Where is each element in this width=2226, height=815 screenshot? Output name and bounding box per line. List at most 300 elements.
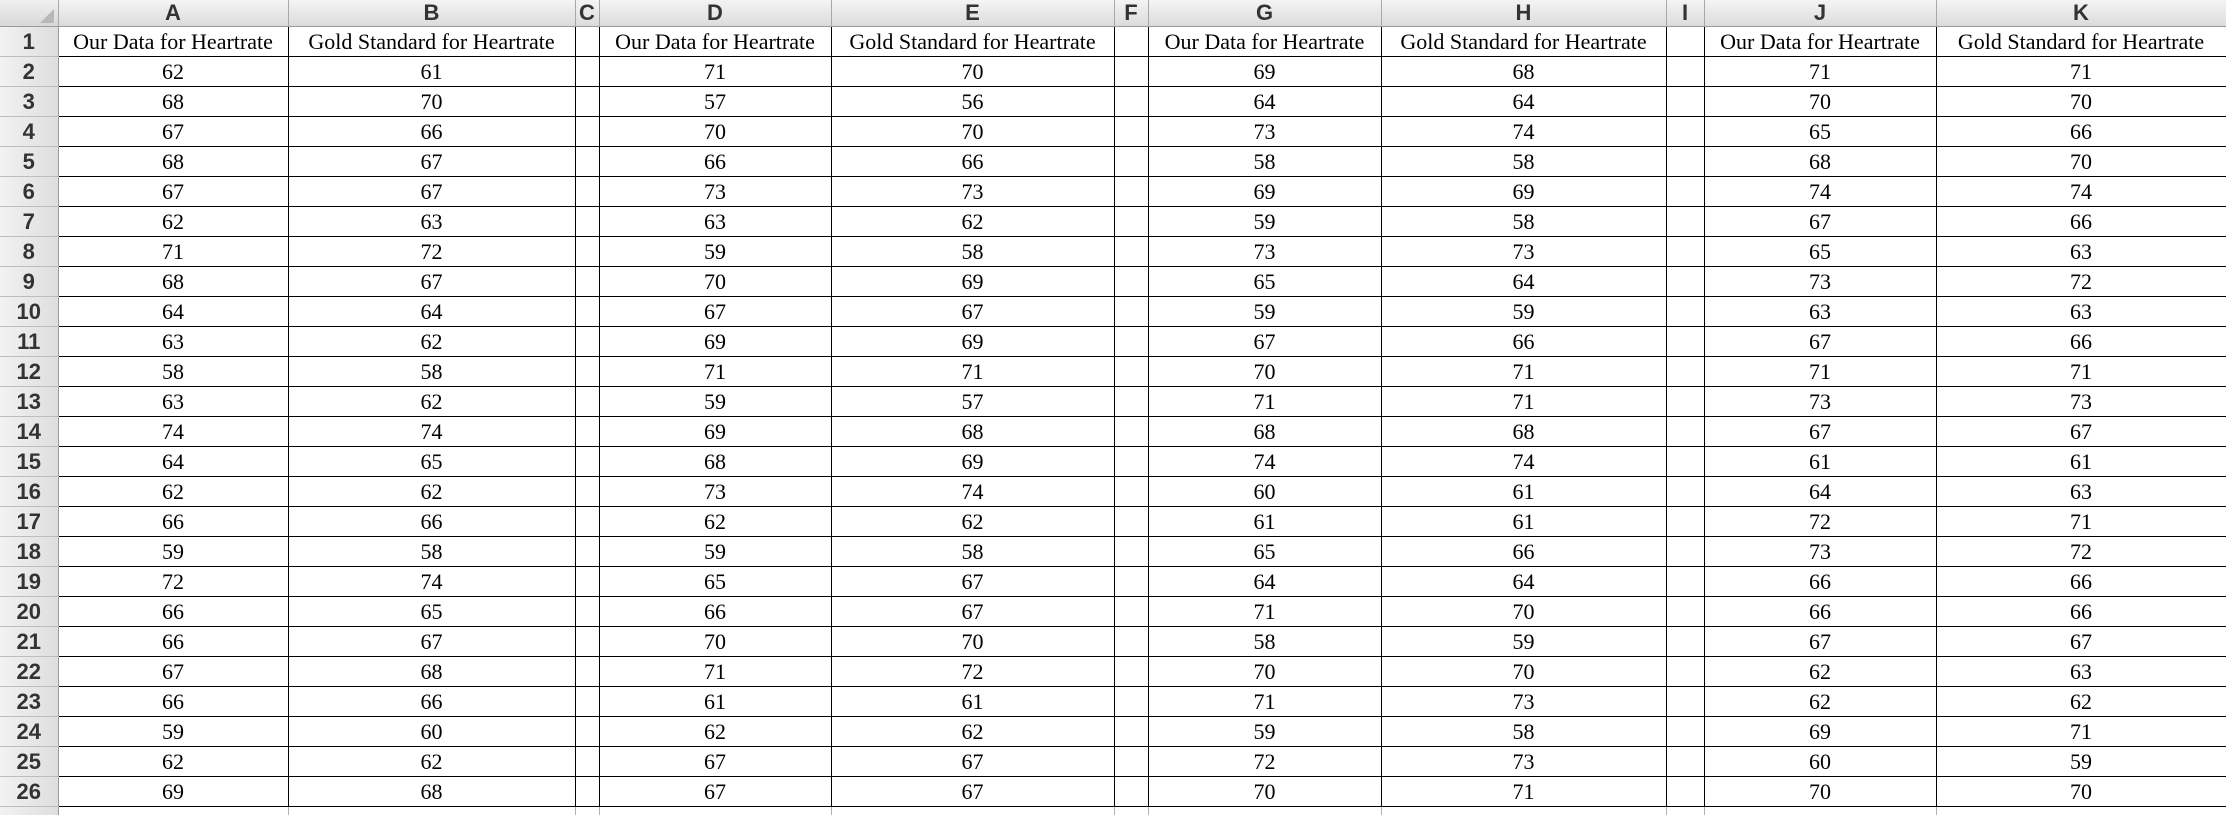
cell-a23[interactable]: 66 [58,687,288,717]
cell-e13[interactable]: 57 [831,387,1114,417]
cell-b24[interactable]: 60 [288,717,575,747]
cell-d26[interactable]: 67 [599,777,831,807]
empty-cell[interactable] [1666,147,1704,177]
empty-cell[interactable] [1114,297,1148,327]
cell-j11[interactable]: 67 [1704,327,1936,357]
cell-a1[interactable]: Our Data for Heartrate [58,27,288,57]
cell-d25[interactable]: 67 [599,747,831,777]
cell-d12[interactable]: 71 [599,357,831,387]
empty-cell[interactable] [575,357,599,387]
cell-k18[interactable]: 72 [1936,537,2226,567]
empty-cell[interactable] [1114,417,1148,447]
empty-cell[interactable] [575,687,599,717]
empty-cell[interactable] [575,387,599,417]
cell-k6[interactable]: 74 [1936,177,2226,207]
empty-cell[interactable] [1666,117,1704,147]
cell-a18[interactable]: 59 [58,537,288,567]
cell-j6[interactable]: 74 [1704,177,1936,207]
cell-g19[interactable]: 64 [1148,567,1381,597]
cell-e25[interactable]: 67 [831,747,1114,777]
cell-k15[interactable]: 61 [1936,447,2226,477]
empty-cell[interactable] [1114,177,1148,207]
cell-a21[interactable]: 66 [58,627,288,657]
cell-e2[interactable]: 70 [831,57,1114,87]
cell-d17[interactable]: 62 [599,507,831,537]
empty-cell[interactable] [599,807,831,815]
cell-h16[interactable]: 61 [1381,477,1666,507]
empty-cell[interactable] [1704,807,1936,815]
cell-b25[interactable]: 62 [288,747,575,777]
cell-h15[interactable]: 74 [1381,447,1666,477]
cell-a12[interactable]: 58 [58,357,288,387]
empty-cell[interactable] [1114,507,1148,537]
empty-cell[interactable] [1666,717,1704,747]
cell-j4[interactable]: 65 [1704,117,1936,147]
cell-d19[interactable]: 65 [599,567,831,597]
cell-b7[interactable]: 63 [288,207,575,237]
empty-cell[interactable] [1114,807,1148,815]
empty-cell[interactable] [1114,537,1148,567]
empty-cell[interactable] [575,717,599,747]
cell-h6[interactable]: 69 [1381,177,1666,207]
empty-cell[interactable] [575,417,599,447]
cell-j24[interactable]: 69 [1704,717,1936,747]
cell-d23[interactable]: 61 [599,687,831,717]
cell-e1[interactable]: Gold Standard for Heartrate [831,27,1114,57]
cell-d4[interactable]: 70 [599,117,831,147]
cell-k8[interactable]: 63 [1936,237,2226,267]
row-header[interactable]: 9 [0,267,58,297]
cell-a10[interactable]: 64 [58,297,288,327]
cell-k3[interactable]: 70 [1936,87,2226,117]
cell-g6[interactable]: 69 [1148,177,1381,207]
cell-e8[interactable]: 58 [831,237,1114,267]
empty-cell[interactable] [1114,117,1148,147]
empty-cell[interactable] [1666,57,1704,87]
cell-d15[interactable]: 68 [599,447,831,477]
empty-cell[interactable] [1666,507,1704,537]
cell-g9[interactable]: 65 [1148,267,1381,297]
empty-cell[interactable] [575,507,599,537]
cell-k22[interactable]: 63 [1936,657,2226,687]
cell-e18[interactable]: 58 [831,537,1114,567]
cell-k10[interactable]: 63 [1936,297,2226,327]
empty-cell[interactable] [1666,807,1704,815]
cell-b2[interactable]: 61 [288,57,575,87]
row-header[interactable]: 25 [0,747,58,777]
row-header[interactable]: 2 [0,57,58,87]
cell-g12[interactable]: 70 [1148,357,1381,387]
empty-cell[interactable] [575,327,599,357]
cell-k26[interactable]: 70 [1936,777,2226,807]
empty-cell[interactable] [1666,177,1704,207]
cell-g15[interactable]: 74 [1148,447,1381,477]
empty-cell[interactable] [575,777,599,807]
empty-cell[interactable] [575,537,599,567]
cell-j7[interactable]: 67 [1704,207,1936,237]
empty-cell[interactable] [1114,357,1148,387]
empty-cell[interactable] [575,87,599,117]
cell-d14[interactable]: 69 [599,417,831,447]
cell-j3[interactable]: 70 [1704,87,1936,117]
cell-g10[interactable]: 59 [1148,297,1381,327]
row-header[interactable]: 17 [0,507,58,537]
cell-d16[interactable]: 73 [599,477,831,507]
cell-h13[interactable]: 71 [1381,387,1666,417]
row-header[interactable]: 11 [0,327,58,357]
cell-a8[interactable]: 71 [58,237,288,267]
cell-g11[interactable]: 67 [1148,327,1381,357]
empty-cell[interactable] [575,237,599,267]
cell-h9[interactable]: 64 [1381,267,1666,297]
cell-g17[interactable]: 61 [1148,507,1381,537]
cell-b11[interactable]: 62 [288,327,575,357]
column-header-i[interactable]: I [1666,0,1704,27]
empty-cell[interactable] [1666,657,1704,687]
cell-j10[interactable]: 63 [1704,297,1936,327]
cell-e15[interactable]: 69 [831,447,1114,477]
empty-cell[interactable] [1148,807,1381,815]
cell-j23[interactable]: 62 [1704,687,1936,717]
cell-a4[interactable]: 67 [58,117,288,147]
cell-k9[interactable]: 72 [1936,267,2226,297]
cell-b3[interactable]: 70 [288,87,575,117]
cell-b16[interactable]: 62 [288,477,575,507]
cell-g18[interactable]: 65 [1148,537,1381,567]
cell-j20[interactable]: 66 [1704,597,1936,627]
cell-g26[interactable]: 70 [1148,777,1381,807]
cell-e17[interactable]: 62 [831,507,1114,537]
cell-g22[interactable]: 70 [1148,657,1381,687]
empty-cell[interactable] [575,807,599,815]
cell-g13[interactable]: 71 [1148,387,1381,417]
cell-h8[interactable]: 73 [1381,237,1666,267]
cell-e3[interactable]: 56 [831,87,1114,117]
empty-cell[interactable] [1114,57,1148,87]
cell-b1[interactable]: Gold Standard for Heartrate [288,27,575,57]
row-header[interactable]: 14 [0,417,58,447]
row-header[interactable]: 21 [0,627,58,657]
empty-cell[interactable] [575,477,599,507]
cell-d13[interactable]: 59 [599,387,831,417]
cell-e22[interactable]: 72 [831,657,1114,687]
empty-cell[interactable] [1666,597,1704,627]
cell-b21[interactable]: 67 [288,627,575,657]
empty-cell[interactable] [575,597,599,627]
cell-e23[interactable]: 61 [831,687,1114,717]
empty-cell[interactable] [1666,267,1704,297]
row-header[interactable]: 4 [0,117,58,147]
empty-cell[interactable] [1114,27,1148,57]
cell-g2[interactable]: 69 [1148,57,1381,87]
cell-k24[interactable]: 71 [1936,717,2226,747]
empty-cell[interactable] [1666,297,1704,327]
cell-k4[interactable]: 66 [1936,117,2226,147]
cell-b9[interactable]: 67 [288,267,575,297]
cell-h17[interactable]: 61 [1381,507,1666,537]
empty-cell[interactable] [575,297,599,327]
cell-e4[interactable]: 70 [831,117,1114,147]
cell-d11[interactable]: 69 [599,327,831,357]
cell-g4[interactable]: 73 [1148,117,1381,147]
cell-k25[interactable]: 59 [1936,747,2226,777]
cell-h22[interactable]: 70 [1381,657,1666,687]
cell-a26[interactable]: 69 [58,777,288,807]
row-header[interactable]: 26 [0,777,58,807]
cell-h7[interactable]: 58 [1381,207,1666,237]
row-header[interactable]: 7 [0,207,58,237]
cell-g3[interactable]: 64 [1148,87,1381,117]
cell-j21[interactable]: 67 [1704,627,1936,657]
empty-cell[interactable] [1114,447,1148,477]
cell-g5[interactable]: 58 [1148,147,1381,177]
empty-cell[interactable] [1114,627,1148,657]
cell-h20[interactable]: 70 [1381,597,1666,627]
empty-cell[interactable] [1114,147,1148,177]
empty-cell[interactable] [1114,717,1148,747]
column-header-e[interactable]: E [831,0,1114,27]
empty-cell[interactable] [575,147,599,177]
empty-cell[interactable] [575,177,599,207]
cell-k11[interactable]: 66 [1936,327,2226,357]
empty-cell[interactable] [1114,687,1148,717]
empty-cell[interactable] [1666,447,1704,477]
cell-a15[interactable]: 64 [58,447,288,477]
cell-h3[interactable]: 64 [1381,87,1666,117]
cell-h21[interactable]: 59 [1381,627,1666,657]
cell-j17[interactable]: 72 [1704,507,1936,537]
row-header[interactable]: 19 [0,567,58,597]
cell-g1[interactable]: Our Data for Heartrate [1148,27,1381,57]
cell-d9[interactable]: 70 [599,267,831,297]
cell-j2[interactable]: 71 [1704,57,1936,87]
column-header-b[interactable]: B [288,0,575,27]
empty-cell[interactable] [831,807,1114,815]
row-header[interactable]: 6 [0,177,58,207]
cell-d21[interactable]: 70 [599,627,831,657]
empty-cell[interactable] [288,807,575,815]
empty-cell[interactable] [1666,417,1704,447]
cell-a7[interactable]: 62 [58,207,288,237]
cell-k19[interactable]: 66 [1936,567,2226,597]
row-header[interactable]: 18 [0,537,58,567]
empty-cell[interactable] [575,567,599,597]
cell-d8[interactable]: 59 [599,237,831,267]
cell-d1[interactable]: Our Data for Heartrate [599,27,831,57]
cell-d18[interactable]: 59 [599,537,831,567]
cell-b18[interactable]: 58 [288,537,575,567]
column-header-a[interactable]: A [58,0,288,27]
cell-b15[interactable]: 65 [288,447,575,477]
row-header[interactable] [0,807,58,815]
cell-j18[interactable]: 73 [1704,537,1936,567]
cell-e12[interactable]: 71 [831,357,1114,387]
row-header[interactable]: 8 [0,237,58,267]
cell-j16[interactable]: 64 [1704,477,1936,507]
cell-d6[interactable]: 73 [599,177,831,207]
cell-h12[interactable]: 71 [1381,357,1666,387]
column-header-f[interactable]: F [1114,0,1148,27]
cell-a19[interactable]: 72 [58,567,288,597]
empty-cell[interactable] [575,267,599,297]
cell-h19[interactable]: 64 [1381,567,1666,597]
empty-cell[interactable] [1666,327,1704,357]
empty-cell[interactable] [1666,477,1704,507]
cell-k14[interactable]: 67 [1936,417,2226,447]
cell-j5[interactable]: 68 [1704,147,1936,177]
cell-b23[interactable]: 66 [288,687,575,717]
cell-b13[interactable]: 62 [288,387,575,417]
cell-b8[interactable]: 72 [288,237,575,267]
cell-e16[interactable]: 74 [831,477,1114,507]
cell-h10[interactable]: 59 [1381,297,1666,327]
cell-d7[interactable]: 63 [599,207,831,237]
cell-e9[interactable]: 69 [831,267,1114,297]
cell-k20[interactable]: 66 [1936,597,2226,627]
column-header-j[interactable]: J [1704,0,1936,27]
empty-cell[interactable] [1114,327,1148,357]
empty-cell[interactable] [575,447,599,477]
row-header[interactable]: 5 [0,147,58,177]
empty-cell[interactable] [1666,27,1704,57]
empty-cell[interactable] [1936,807,2226,815]
cell-b17[interactable]: 66 [288,507,575,537]
cell-b20[interactable]: 65 [288,597,575,627]
empty-cell[interactable] [575,627,599,657]
cell-g16[interactable]: 60 [1148,477,1381,507]
cell-a5[interactable]: 68 [58,147,288,177]
empty-cell[interactable] [1666,687,1704,717]
cell-j9[interactable]: 73 [1704,267,1936,297]
cell-k21[interactable]: 67 [1936,627,2226,657]
row-header[interactable]: 12 [0,357,58,387]
cell-e20[interactable]: 67 [831,597,1114,627]
cell-d2[interactable]: 71 [599,57,831,87]
cell-b5[interactable]: 67 [288,147,575,177]
empty-cell[interactable] [1114,267,1148,297]
cell-a2[interactable]: 62 [58,57,288,87]
row-header[interactable]: 13 [0,387,58,417]
empty-cell[interactable] [575,117,599,147]
cell-h23[interactable]: 73 [1381,687,1666,717]
cell-d5[interactable]: 66 [599,147,831,177]
cell-b4[interactable]: 66 [288,117,575,147]
cell-j15[interactable]: 61 [1704,447,1936,477]
empty-cell[interactable] [1666,387,1704,417]
cell-g24[interactable]: 59 [1148,717,1381,747]
empty-cell[interactable] [1666,747,1704,777]
cell-h26[interactable]: 71 [1381,777,1666,807]
cell-k17[interactable]: 71 [1936,507,2226,537]
empty-cell[interactable] [1381,807,1666,815]
cell-d22[interactable]: 71 [599,657,831,687]
cell-j22[interactable]: 62 [1704,657,1936,687]
row-header[interactable]: 1 [0,27,58,57]
cell-a25[interactable]: 62 [58,747,288,777]
cell-b19[interactable]: 74 [288,567,575,597]
cell-h14[interactable]: 68 [1381,417,1666,447]
empty-cell[interactable] [1114,777,1148,807]
row-header[interactable]: 24 [0,717,58,747]
cell-h2[interactable]: 68 [1381,57,1666,87]
cell-k12[interactable]: 71 [1936,357,2226,387]
column-header-k[interactable]: K [1936,0,2226,27]
cell-h25[interactable]: 73 [1381,747,1666,777]
cell-a14[interactable]: 74 [58,417,288,447]
empty-cell[interactable] [575,27,599,57]
cell-k23[interactable]: 62 [1936,687,2226,717]
cell-a17[interactable]: 66 [58,507,288,537]
cell-a9[interactable]: 68 [58,267,288,297]
empty-cell[interactable] [58,807,288,815]
cell-j19[interactable]: 66 [1704,567,1936,597]
cell-e21[interactable]: 70 [831,627,1114,657]
empty-cell[interactable] [575,207,599,237]
cell-a3[interactable]: 68 [58,87,288,117]
row-header[interactable]: 10 [0,297,58,327]
row-header[interactable]: 15 [0,447,58,477]
row-header[interactable]: 20 [0,597,58,627]
empty-cell[interactable] [1114,387,1148,417]
cell-b6[interactable]: 67 [288,177,575,207]
cell-g21[interactable]: 58 [1148,627,1381,657]
empty-cell[interactable] [1666,237,1704,267]
empty-cell[interactable] [1666,537,1704,567]
empty-cell[interactable] [1114,87,1148,117]
cell-e14[interactable]: 68 [831,417,1114,447]
row-header[interactable]: 16 [0,477,58,507]
cell-e7[interactable]: 62 [831,207,1114,237]
cell-a20[interactable]: 66 [58,597,288,627]
column-header-h[interactable]: H [1381,0,1666,27]
empty-cell[interactable] [1666,87,1704,117]
row-header[interactable]: 23 [0,687,58,717]
cell-e24[interactable]: 62 [831,717,1114,747]
select-all-corner[interactable] [0,0,58,27]
cell-j25[interactable]: 60 [1704,747,1936,777]
empty-cell[interactable] [1114,567,1148,597]
empty-cell[interactable] [1114,597,1148,627]
empty-cell[interactable] [575,657,599,687]
cell-h24[interactable]: 58 [1381,717,1666,747]
cell-g23[interactable]: 71 [1148,687,1381,717]
cell-g8[interactable]: 73 [1148,237,1381,267]
cell-j26[interactable]: 70 [1704,777,1936,807]
cell-k5[interactable]: 70 [1936,147,2226,177]
cell-k2[interactable]: 71 [1936,57,2226,87]
cell-k1[interactable]: Gold Standard for Heartrate [1936,27,2226,57]
cell-k13[interactable]: 73 [1936,387,2226,417]
empty-cell[interactable] [1114,207,1148,237]
cell-b22[interactable]: 68 [288,657,575,687]
cell-j13[interactable]: 73 [1704,387,1936,417]
cell-h5[interactable]: 58 [1381,147,1666,177]
row-header[interactable]: 3 [0,87,58,117]
cell-j1[interactable]: Our Data for Heartrate [1704,27,1936,57]
cell-g20[interactable]: 71 [1148,597,1381,627]
empty-cell[interactable] [1114,477,1148,507]
empty-cell[interactable] [1666,627,1704,657]
row-header[interactable]: 22 [0,657,58,687]
cell-a22[interactable]: 67 [58,657,288,687]
cell-e6[interactable]: 73 [831,177,1114,207]
cell-a16[interactable]: 62 [58,477,288,507]
cell-b10[interactable]: 64 [288,297,575,327]
cell-h11[interactable]: 66 [1381,327,1666,357]
cell-g14[interactable]: 68 [1148,417,1381,447]
column-header-g[interactable]: G [1148,0,1381,27]
empty-cell[interactable] [1114,657,1148,687]
